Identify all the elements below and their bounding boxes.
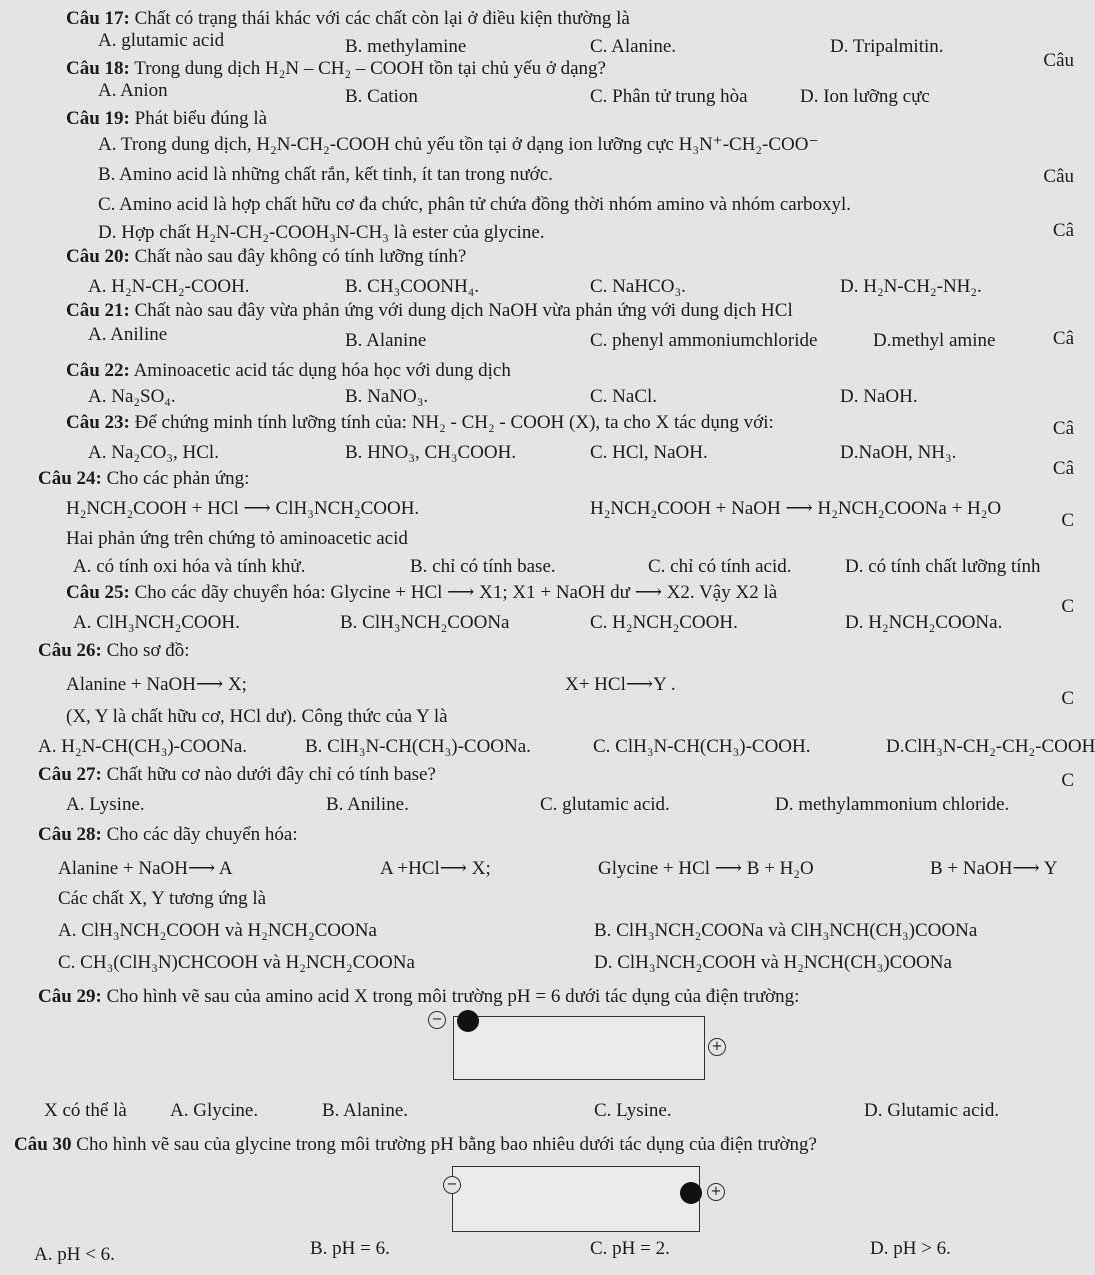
q21-option-d: D.methyl amine: [873, 330, 996, 351]
q29-option-c: C. Lysine.: [594, 1100, 672, 1121]
q28-option-a: A. ClH₃NCH₂COOH và H₂NCH₂COONa: [58, 920, 377, 941]
q18-label: Câu 18:: [66, 58, 130, 79]
q27-text: Chất hữu cơ nào dưới đây chỉ có tính base?: [106, 764, 436, 785]
edge-fragment-4: Câ: [1052, 328, 1074, 349]
q30-label: Câu 30: [14, 1134, 72, 1155]
q17-option-b: B. methylamine: [345, 36, 467, 57]
q23-text: Để chứng minh tính lưỡng tính của: NH₂ - CH₂ - COOH (X), ta cho X tác dụng với:: [134, 412, 774, 433]
q30-option-c: C. pH = 2.: [590, 1238, 670, 1259]
q28-label: Câu 28:: [38, 824, 102, 845]
q19-option-a: A. Trong dung dịch, H₂N-CH₂-COOH chủ yếu tồn tại ở dạng ion lưỡng cực H₃N⁺-CH₂-COO⁻: [98, 134, 819, 155]
q21-option-c: C. phenyl ammoniumchloride: [590, 330, 818, 351]
q26-option-b: B. ClH₃N-CH(CH₃)-COONa.: [305, 736, 531, 757]
q21-option-b: B. Alanine: [345, 330, 427, 351]
q29-option-d: D. Glutamic acid.: [864, 1100, 1000, 1121]
q29-positive-electrode-icon: +: [708, 1038, 726, 1056]
q22-option-c: C. NaCl.: [590, 386, 658, 407]
q17-option-a: A. glutamic acid: [98, 30, 225, 51]
q28-scheme-1: Alanine + NaOH⟶ A: [58, 858, 233, 879]
q17-label: Câu 17:: [66, 8, 130, 29]
q25-label: Câu 25:: [66, 582, 130, 603]
question-21: [66, 300, 793, 322]
q29-negative-electrode-icon: −: [428, 1011, 446, 1029]
q18-option-b: B. Cation: [345, 86, 418, 107]
q17-option-d: D. Tripalmitin.: [830, 36, 944, 57]
question-23: [66, 412, 774, 434]
q21-option-a: A. Aniline: [88, 324, 168, 345]
q28-scheme-2: A +HCl⟶ X;: [380, 858, 491, 879]
edge-fragment-2: Câu: [1043, 166, 1074, 187]
q18-option-d: D. Ion lưỡng cực: [800, 86, 930, 107]
q17-text: Chất có trạng thái khác với các chất còn lại ở điều kiện thường là: [134, 8, 630, 29]
edge-fragment-8: C: [1061, 596, 1074, 617]
q24-option-c: C. chỉ có tính acid.: [648, 556, 792, 577]
q23-option-b: B. HNO₃, CH₃COOH.: [345, 442, 517, 463]
q20-option-d: D. H₂N-CH₂-NH₂.: [840, 276, 982, 297]
q30-positive-electrode-icon: +: [707, 1183, 725, 1201]
q24-option-d: D. có tính chất lưỡng tính: [845, 556, 1041, 577]
q28-option-c: C. CH₃(ClH₃N)CHCOOH và H₂NCH₂COONa: [58, 952, 415, 973]
q28-text: Cho các dãy chuyển hóa:: [106, 824, 298, 845]
q22-text: Aminoacetic acid tác dụng hóa học với dung dịch: [133, 360, 511, 381]
q27-option-d: D. methylammonium chloride.: [775, 794, 1010, 815]
q30-text: Cho hình vẽ sau của glycine trong môi trường pH bằng bao nhiêu dưới tác dụng của điện trường?: [76, 1134, 817, 1155]
q29-option-a: A. Glycine.: [170, 1100, 259, 1121]
edge-fragment-10: C: [1061, 770, 1074, 791]
q26-text: Cho sơ đồ:: [106, 640, 190, 661]
q30-electric-field-diagram: [452, 1166, 700, 1232]
q28-line-2: Các chất X, Y tương ứng là: [58, 888, 267, 909]
question-29: [38, 986, 799, 1008]
q25-text: Cho các dãy chuyển hóa: Glycine + HCl ⟶ X1; X1 + NaOH dư ⟶ X2. Vậy X2 là: [134, 582, 778, 603]
q26-scheme-1: Alanine + NaOH⟶ X;: [66, 674, 247, 695]
q26-label: Câu 26:: [38, 640, 102, 661]
question-17: [66, 8, 630, 30]
q25-option-c: C. H₂NCH₂COOH.: [590, 612, 738, 633]
q29-lead: X có thể là: [44, 1100, 127, 1121]
q25-option-d: D. H₂NCH₂COONa.: [845, 612, 1003, 633]
q20-option-c: C. NaHCO₃.: [590, 276, 686, 297]
q19-text: Phát biểu đúng là: [134, 108, 268, 129]
q18-option-a: A. Anion: [98, 80, 168, 101]
edge-fragment-3: Câ: [1052, 220, 1074, 241]
edge-fragment-7: C: [1061, 510, 1074, 531]
q28-scheme-3: Glycine + HCl ⟶ B + H₂O: [598, 858, 814, 879]
question-24: [38, 468, 249, 490]
q25-option-b: B. ClH₃NCH₂COONa: [340, 612, 510, 633]
q29-text: Cho hình vẽ sau của amino acid X trong môi trường pH = 6 dưới tác dụng của điện trường:: [106, 986, 800, 1007]
q29-option-b: B. Alanine.: [322, 1100, 409, 1121]
q30-option-a: A. pH < 6.: [34, 1244, 115, 1265]
question-28: [38, 824, 298, 846]
q20-label: Câu 20:: [66, 246, 130, 267]
q19-option-d: D. Hợp chất H₂N-CH₂-COOH₃N-CH₃ là ester của glycine.: [98, 222, 545, 243]
q24-text: Cho các phản ứng:: [106, 468, 250, 489]
q22-label: Câu 22:: [66, 360, 130, 381]
question-20: [66, 246, 466, 268]
q27-option-b: B. Aniline.: [326, 794, 409, 815]
q29-electric-field-diagram: [453, 1016, 705, 1080]
edge-fragment-9: C: [1061, 688, 1074, 709]
q26-option-a: A. H₂N-CH(CH₃)-COONa.: [38, 736, 248, 757]
q20-text: Chất nào sau đây không có tính lưỡng tính?: [134, 246, 467, 267]
edge-fragment-1: Câu: [1043, 50, 1074, 71]
q23-option-c: C. HCl, NaOH.: [590, 442, 708, 463]
q28-scheme-4: B + NaOH⟶ Y: [930, 858, 1058, 879]
q26-scheme-2: X+ HCl⟶Y .: [565, 674, 676, 695]
question-27: [38, 764, 436, 786]
q23-label: Câu 23:: [66, 412, 130, 433]
q17-option-c: C. Alanine.: [590, 36, 677, 57]
q27-label: Câu 27:: [38, 764, 102, 785]
q30-negative-electrode-icon: −: [443, 1176, 461, 1194]
q27-option-a: A. Lysine.: [66, 794, 145, 815]
q28-option-b: B. ClH₃NCH₂COONa và ClH₃NCH(CH₃)COONa: [594, 920, 978, 941]
q18-text: Trong dung dịch H₂N – CH₂ – COOH tồn tại chủ yếu ở dạng?: [134, 58, 606, 79]
q26-note: (X, Y là chất hữu cơ, HCl dư). Công thức của Y là: [66, 706, 448, 727]
q20-option-b: B. CH₃COONH₄.: [345, 276, 480, 297]
question-22: [66, 360, 511, 382]
question-25: [66, 582, 777, 604]
question-26: [38, 640, 190, 662]
q26-option-d: D.ClH₃N-CH₂-CH₂-COOH: [886, 736, 1095, 757]
q30-option-d: D. pH > 6.: [870, 1238, 951, 1259]
q24-reaction-2: H₂NCH₂COOH + NaOH ⟶ H₂NCH₂COONa + H₂O: [590, 498, 1002, 519]
q21-text: Chất nào sau đây vừa phản ứng với dung dịch NaOH vừa phản ứng với dung dịch HCl: [134, 300, 793, 321]
q24-line-3: Hai phản ứng trên chứng tỏ aminoacetic acid: [66, 528, 408, 549]
q29-label: Câu 29:: [38, 986, 102, 1007]
q19-label: Câu 19:: [66, 108, 130, 129]
q22-option-b: B. NaNO₃.: [345, 386, 429, 407]
q18-option-c: C. Phân tử trung hòa: [590, 86, 748, 107]
q22-option-a: A. Na₂SO₄.: [88, 386, 176, 407]
q30-option-b: B. pH = 6.: [310, 1238, 390, 1259]
q25-option-a: A. ClH₃NCH₂COOH.: [73, 612, 240, 633]
q28-option-d: D. ClH₃NCH₂COOH và H₂NCH(CH₃)COONa: [594, 952, 952, 973]
q23-option-a: A. Na₂CO₃, HCl.: [88, 442, 219, 463]
q19-option-b: B. Amino acid là những chất rắn, kết tinh, ít tan trong nước.: [98, 164, 553, 185]
q21-label: Câu 21:: [66, 300, 130, 321]
q30-glycine-dot: [680, 1182, 702, 1204]
q27-option-c: C. glutamic acid.: [540, 794, 670, 815]
q24-option-a: A. có tính oxi hóa và tính khử.: [73, 556, 306, 577]
edge-fragment-6: Câ: [1052, 458, 1074, 479]
q19-option-c: C. Amino acid là hợp chất hữu cơ đa chức, phân tử chứa đồng thời nhóm amino và nhóm carboxyl.: [98, 194, 852, 215]
edge-fragment-5: Câ: [1052, 418, 1074, 439]
question-18: [66, 58, 606, 80]
question-19: [66, 108, 267, 130]
q26-option-c: C. ClH₃N-CH(CH₃)-COOH.: [593, 736, 811, 757]
q23-option-d: D.NaOH, NH₃.: [840, 442, 957, 463]
q22-option-d: D. NaOH.: [840, 386, 918, 407]
q24-option-b: B. chỉ có tính base.: [410, 556, 556, 577]
q20-option-a: A. H₂N-CH₂-COOH.: [88, 276, 250, 297]
q24-reaction-1: H₂NCH₂COOH + HCl ⟶ ClH₃NCH₂COOH.: [66, 498, 420, 519]
question-30: [14, 1134, 817, 1156]
q29-amino-acid-dot: [457, 1010, 479, 1032]
q24-label: Câu 24:: [38, 468, 102, 489]
